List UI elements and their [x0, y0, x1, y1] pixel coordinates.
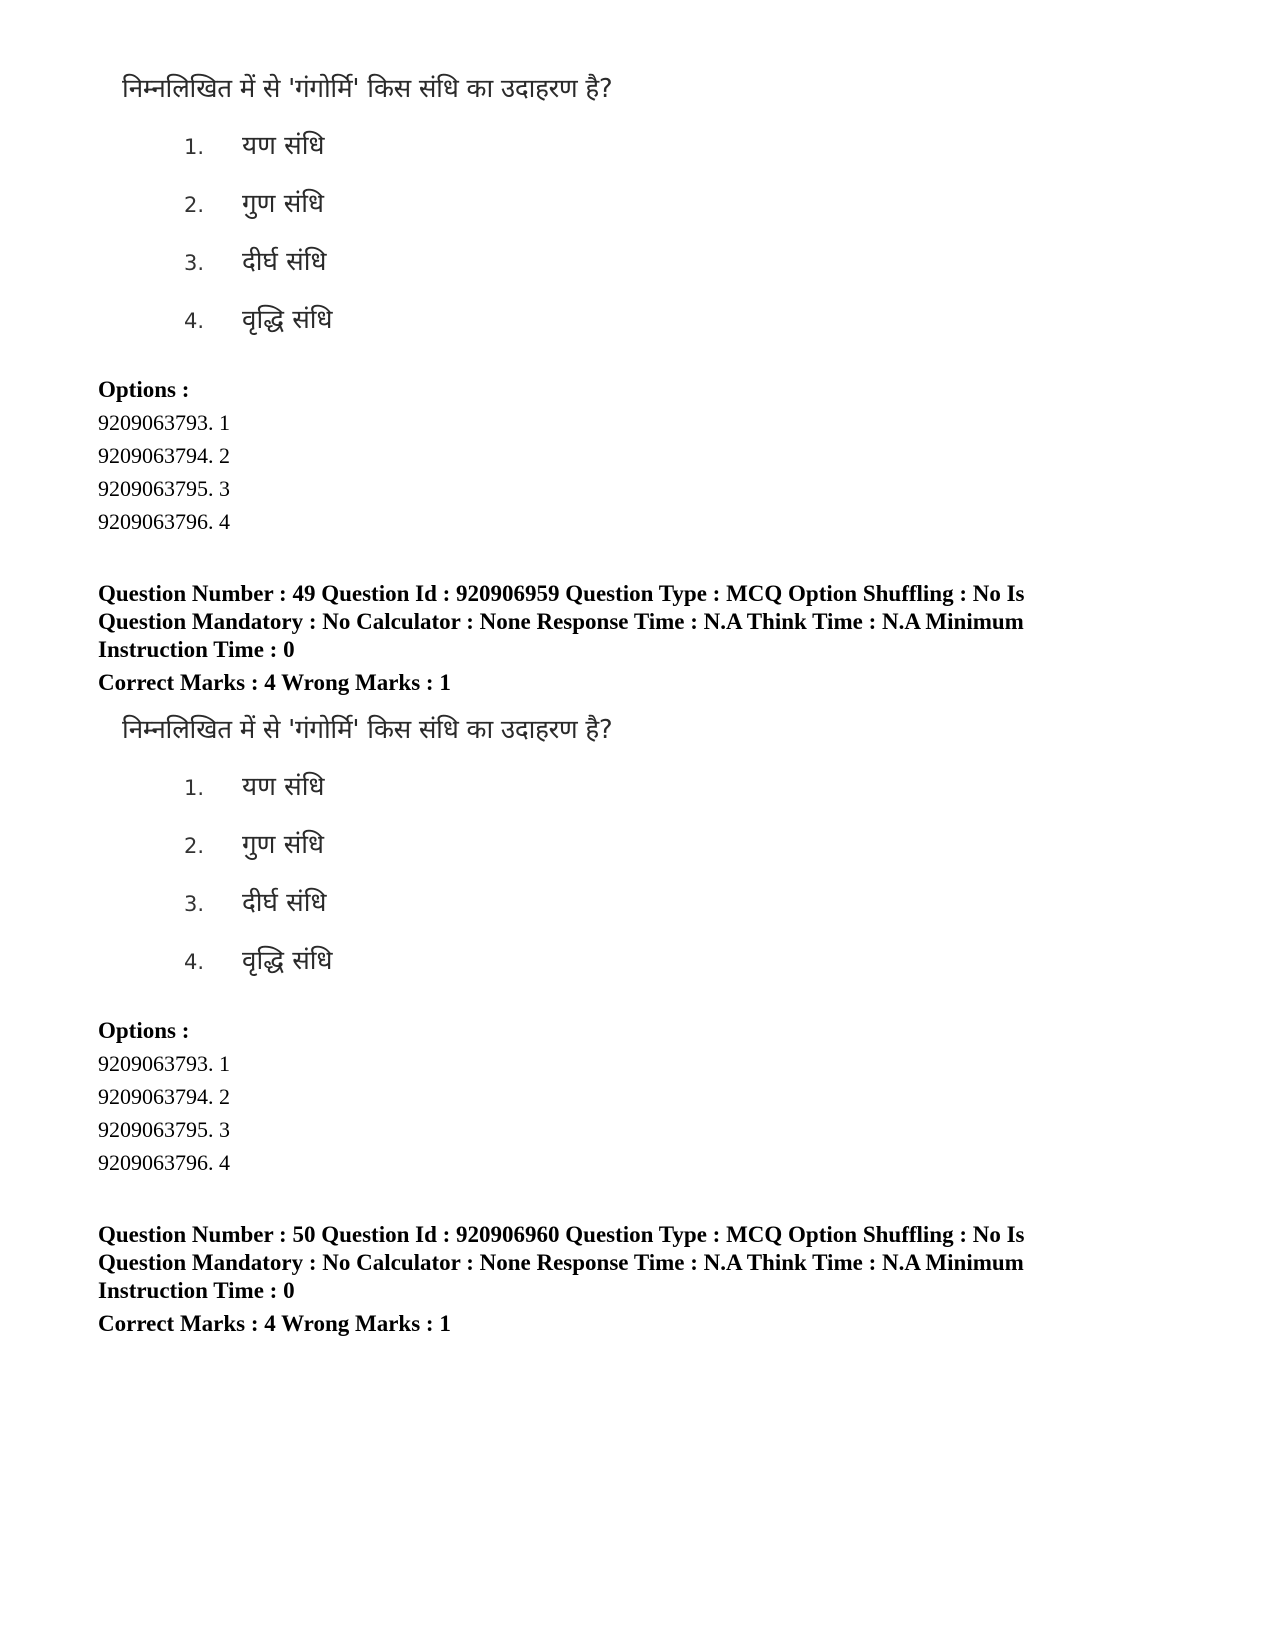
- option-row: 9209063795. 3: [98, 1117, 230, 1142]
- option-row: 9209063794. 2: [98, 443, 230, 468]
- choice-number: 4.: [184, 309, 205, 333]
- question-choice: [184, 300, 822, 358]
- question-choice: [184, 883, 822, 941]
- question-stem: निम्नलिखित में से 'गंगोर्मि' किस संधि का उदाहरण है?: [122, 715, 613, 745]
- option-row: 9209063796. 4: [98, 509, 230, 534]
- meta-line: Question Number : 49 Question Id : 920906959 Question Type : MCQ Option Shuffling : No Is: [98, 581, 1025, 606]
- question-choice: [184, 126, 822, 184]
- choice-number: 1.: [184, 776, 205, 800]
- question-choice: [184, 767, 822, 825]
- option-row: 9209063795. 3: [98, 476, 230, 501]
- question-choices: [122, 126, 822, 358]
- question-stem: निम्नलिखित में से 'गंगोर्मि' किस संधि का उदाहरण है?: [122, 74, 613, 104]
- choice-text: यण संधि: [242, 131, 325, 161]
- question-meta-50: [98, 1221, 1098, 1338]
- question-meta-49: [98, 580, 1098, 697]
- choice-text: यण संधि: [242, 772, 325, 802]
- options-title: Options :: [98, 1018, 190, 1043]
- meta-line: Question Mandatory : No Calculator : None Response Time : N.A Think Time : N.A Minimum: [98, 1250, 1024, 1275]
- choice-text: गुण संधि: [242, 189, 325, 219]
- choice-number: 1.: [184, 135, 205, 159]
- question-choice: [184, 825, 822, 883]
- choice-number: 2.: [184, 834, 205, 858]
- option-row: 9209063796. 4: [98, 1150, 230, 1175]
- choice-text: गुण संधि: [242, 830, 325, 860]
- choice-text: दीर्घ संधि: [242, 888, 327, 918]
- question-choice: [184, 242, 822, 300]
- question-choices: [122, 767, 822, 999]
- question-choice: [184, 941, 822, 999]
- choice-number: 3.: [184, 251, 205, 275]
- options-title: Options :: [98, 377, 190, 402]
- question-choice: [184, 184, 822, 242]
- choice-text: वृद्धि संधि: [242, 305, 333, 335]
- meta-line: Question Number : 50 Question Id : 920906960 Question Type : MCQ Option Shuffling : No Is: [98, 1222, 1025, 1247]
- meta-line: Question Mandatory : No Calculator : None Response Time : N.A Think Time : N.A Minimum: [98, 609, 1024, 634]
- marks-line: Correct Marks : 4 Wrong Marks : 1: [98, 1311, 451, 1336]
- option-row: 9209063793. 1: [98, 410, 230, 435]
- option-row: 9209063793. 1: [98, 1051, 230, 1076]
- choice-text: वृद्धि संधि: [242, 946, 333, 976]
- question-image-2: [122, 713, 822, 999]
- question-image-1: [122, 72, 822, 358]
- marks-line: Correct Marks : 4 Wrong Marks : 1: [98, 670, 451, 695]
- choice-number: 4.: [184, 950, 205, 974]
- choice-number: 2.: [184, 193, 205, 217]
- meta-line: Instruction Time : 0: [98, 1278, 295, 1303]
- options-list-1: [98, 373, 230, 538]
- choice-number: 3.: [184, 892, 205, 916]
- options-list-2: [98, 1014, 230, 1179]
- option-row: 9209063794. 2: [98, 1084, 230, 1109]
- meta-line: Instruction Time : 0: [98, 637, 295, 662]
- choice-text: दीर्घ संधि: [242, 247, 327, 277]
